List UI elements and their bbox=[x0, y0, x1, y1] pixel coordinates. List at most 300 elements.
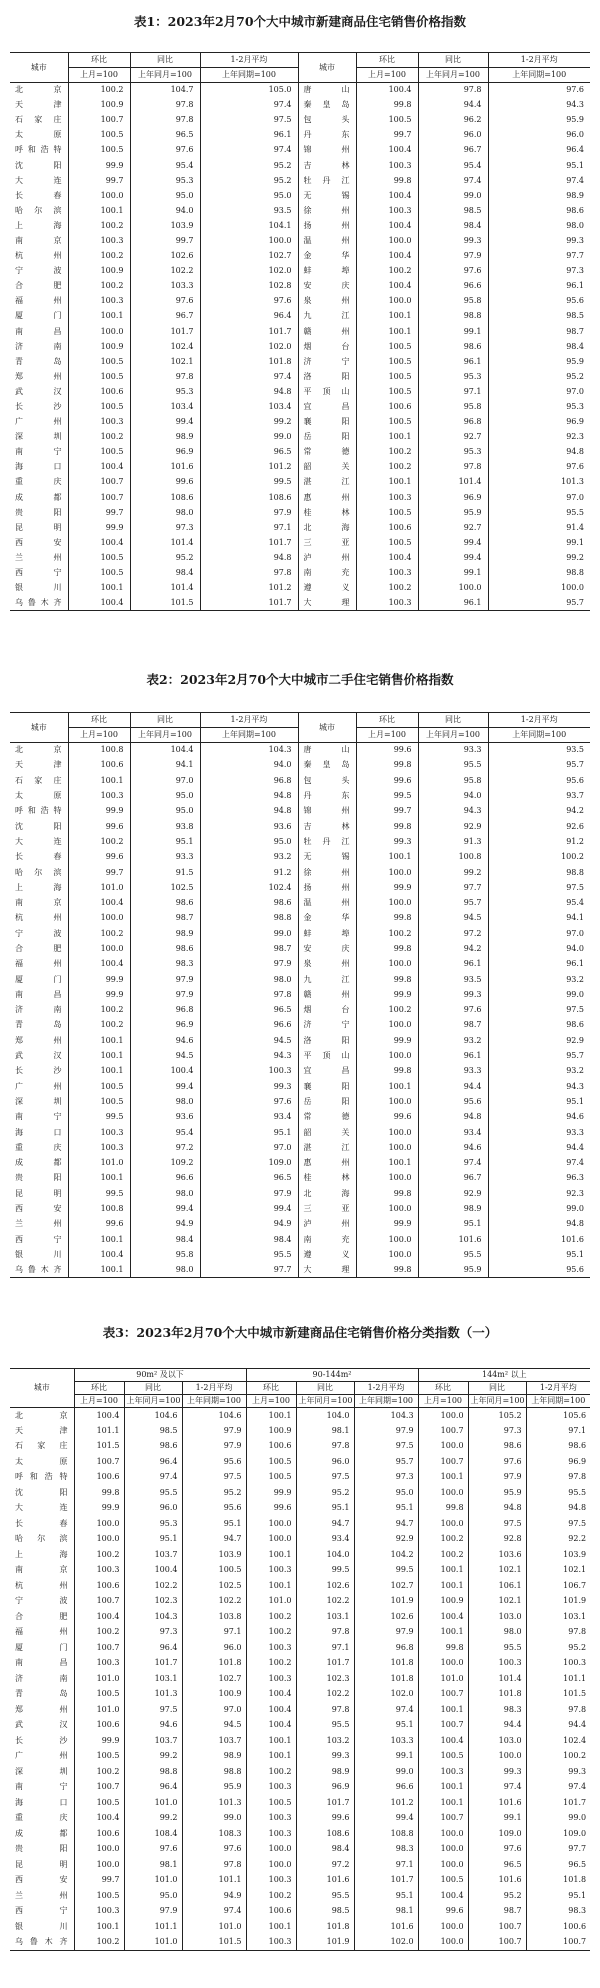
city-name-cell: 吉林 bbox=[303, 821, 351, 831]
index-value-cell: 100.2 bbox=[74, 1625, 124, 1641]
index-value-cell: 100.1 bbox=[356, 850, 418, 865]
index-value-cell: 95.5 bbox=[124, 1485, 182, 1501]
index-value-cell: 99.1 bbox=[418, 324, 488, 339]
index-value-cell: 96.1 bbox=[418, 957, 488, 972]
index-value-cell: 100.7 bbox=[418, 1811, 468, 1827]
index-value-cell: 102.1 bbox=[130, 354, 200, 369]
city-name-cell: 扬州 bbox=[303, 882, 351, 892]
index-value-cell: 96.8 bbox=[418, 415, 488, 430]
index-value-cell: 94.3 bbox=[418, 804, 488, 819]
index-value-cell: 100.0 bbox=[418, 1656, 468, 1672]
index-value-cell: 99.2 bbox=[418, 865, 488, 880]
index-value-cell: 98.1 bbox=[354, 1904, 418, 1920]
city-name-cell: 太原 bbox=[15, 791, 63, 801]
index-value-cell: 103.0 bbox=[468, 1733, 526, 1749]
index-value-cell: 103.8 bbox=[182, 1609, 246, 1625]
index-value-cell: 99.4 bbox=[130, 1079, 200, 1094]
index-value-cell: 95.7 bbox=[488, 758, 590, 773]
index-value-cell: 99.4 bbox=[200, 1201, 298, 1216]
table-row bbox=[10, 1217, 590, 1232]
index-value-cell: 97.4 bbox=[124, 1470, 182, 1486]
city-name-cell: 呼和浩特 bbox=[15, 806, 63, 816]
city-name-cell: 惠州 bbox=[303, 1158, 351, 1168]
index-value-cell: 100.5 bbox=[74, 1795, 124, 1811]
index-value-cell: 98.4 bbox=[488, 339, 590, 354]
index-value-cell: 95.9 bbox=[468, 1485, 526, 1501]
index-value-cell: 101.9 bbox=[296, 1935, 354, 1951]
index-value-cell: 99.9 bbox=[68, 987, 130, 1002]
table-row bbox=[10, 773, 590, 788]
index-value-cell: 97.1 bbox=[200, 520, 298, 535]
city-name-cell: 湛江 bbox=[303, 477, 351, 487]
city-name-cell: 温州 bbox=[303, 898, 351, 908]
index-value-cell: 100.7 bbox=[418, 1687, 468, 1703]
index-value-cell: 106.7 bbox=[526, 1578, 590, 1594]
base-yoy-label: 上年同月=100 bbox=[418, 728, 488, 743]
city-name-cell: 乌鲁木齐 bbox=[10, 1935, 74, 1951]
index-value-cell: 98.6 bbox=[124, 1439, 182, 1455]
table-row bbox=[10, 972, 590, 987]
index-value-cell: 95.2 bbox=[200, 173, 298, 188]
index-value-cell: 97.6 bbox=[124, 1842, 182, 1858]
index-value-cell: 95.1 bbox=[488, 1094, 590, 1109]
index-value-cell: 95.0 bbox=[124, 1888, 182, 1904]
city-name-cell: 广州 bbox=[15, 1751, 69, 1761]
index-value-cell: 100.0 bbox=[356, 1171, 418, 1186]
city-name-cell: 北京 bbox=[15, 745, 63, 755]
city-name-cell: 安庆 bbox=[303, 944, 351, 953]
city-name-cell: 合肥 bbox=[15, 1611, 69, 1621]
index-value-cell: 102.2 bbox=[124, 1578, 182, 1594]
index-value-cell: 91.2 bbox=[200, 865, 298, 880]
index-value-cell: 95.2 bbox=[182, 1485, 246, 1501]
index-value-cell: 100.5 bbox=[68, 445, 130, 460]
index-value-cell: 100.0 bbox=[356, 1201, 418, 1216]
table-row bbox=[10, 1780, 590, 1796]
table-row bbox=[10, 460, 590, 475]
index-value-cell: 100.2 bbox=[68, 279, 130, 294]
index-value-cell: 97.4 bbox=[488, 173, 590, 188]
index-value-cell: 95.2 bbox=[200, 158, 298, 173]
index-value-cell: 98.0 bbox=[200, 972, 298, 987]
index-value-cell: 100.2 bbox=[74, 1764, 124, 1780]
city-name-cell: 平顶山 bbox=[303, 1051, 351, 1061]
table-row bbox=[10, 1156, 590, 1171]
table-row bbox=[10, 203, 590, 218]
table-row bbox=[10, 1857, 590, 1873]
index-value-cell: 99.2 bbox=[488, 550, 590, 565]
index-value-cell: 100.0 bbox=[246, 1857, 296, 1873]
col-avg-header: 1-2月平均 bbox=[488, 713, 590, 728]
index-value-cell: 100.1 bbox=[68, 1232, 130, 1247]
index-value-cell: 97.4 bbox=[468, 1780, 526, 1796]
city-name-cell: 重庆 bbox=[15, 477, 63, 487]
index-value-cell: 100.5 bbox=[356, 505, 418, 520]
city-name-cell: 济南 bbox=[15, 1673, 69, 1683]
index-value-cell: 93.5 bbox=[488, 743, 590, 758]
index-value-cell: 99.8 bbox=[418, 1640, 468, 1656]
base-mom-label: 上月=100 bbox=[68, 68, 130, 83]
city-name-cell: 西宁 bbox=[15, 1234, 63, 1244]
index-value-cell: 97.3 bbox=[124, 1625, 182, 1641]
index-value-cell: 100.2 bbox=[356, 264, 418, 279]
table-row bbox=[10, 957, 590, 972]
index-value-cell: 99.8 bbox=[356, 819, 418, 834]
index-value-cell: 95.4 bbox=[418, 158, 488, 173]
table-row bbox=[10, 354, 590, 369]
city-name-cell: 宁波 bbox=[15, 1596, 69, 1606]
index-value-cell: 100.4 bbox=[418, 1733, 468, 1749]
table1 bbox=[10, 52, 590, 611]
index-value-cell: 95.7 bbox=[488, 596, 590, 611]
city-name-cell: 泸州 bbox=[303, 552, 351, 562]
city-name-cell: 石家庄 bbox=[15, 1441, 69, 1451]
index-value-cell: 95.5 bbox=[418, 1247, 488, 1262]
index-value-cell: 104.7 bbox=[130, 83, 200, 98]
index-value-cell: 97.8 bbox=[418, 460, 488, 475]
city-name-cell: 贵阳 bbox=[15, 1844, 69, 1854]
city-name-cell: 秦皇岛 bbox=[303, 100, 351, 110]
index-value-cell: 100.2 bbox=[68, 834, 130, 849]
city-name-cell: 大理 bbox=[298, 596, 356, 611]
city-name-cell: 包头 bbox=[303, 775, 351, 785]
city-name-cell: 韶关 bbox=[303, 1127, 351, 1137]
index-value-cell: 99.9 bbox=[356, 987, 418, 1002]
index-value-cell: 104.6 bbox=[124, 1408, 182, 1424]
index-value-cell: 96.0 bbox=[296, 1454, 354, 1470]
index-value-cell: 99.3 bbox=[526, 1764, 590, 1780]
index-value-cell: 102.1 bbox=[468, 1563, 526, 1579]
index-value-cell: 97.6 bbox=[488, 83, 590, 98]
index-value-cell: 94.7 bbox=[296, 1516, 354, 1532]
index-value-cell: 100.9 bbox=[246, 1423, 296, 1439]
index-value-cell: 94.5 bbox=[182, 1718, 246, 1734]
index-value-cell: 99.5 bbox=[68, 1186, 130, 1201]
index-value-cell: 99.6 bbox=[130, 475, 200, 490]
city-name-cell: 福州 bbox=[15, 959, 63, 969]
city-name-cell: 扬州 bbox=[303, 220, 351, 230]
city-name-cell: 长沙 bbox=[15, 1735, 69, 1745]
table3-header-row bbox=[10, 1382, 590, 1395]
index-value-cell: 92.8 bbox=[468, 1532, 526, 1548]
index-value-cell: 91.4 bbox=[488, 520, 590, 535]
table-row bbox=[10, 1873, 590, 1889]
index-value-cell: 95.5 bbox=[468, 1640, 526, 1656]
table-row bbox=[10, 895, 590, 910]
index-value-cell: 102.3 bbox=[296, 1671, 354, 1687]
index-value-cell: 95.4 bbox=[130, 1125, 200, 1140]
index-value-cell: 101.2 bbox=[354, 1795, 418, 1811]
table-row bbox=[10, 1247, 590, 1262]
col-city-header: 城市 bbox=[10, 53, 68, 83]
group-large-area-header: 144m² 以上 bbox=[418, 1369, 590, 1382]
table-row bbox=[10, 1656, 590, 1672]
index-value-cell: 98.1 bbox=[124, 1857, 182, 1873]
city-name-cell: 厦门 bbox=[15, 1642, 69, 1652]
index-value-cell: 99.7 bbox=[356, 128, 418, 143]
city-name-cell: 赣州 bbox=[303, 989, 351, 999]
city-name-cell: 青岛 bbox=[15, 356, 63, 366]
city-name-cell: 南充 bbox=[303, 1234, 351, 1244]
index-value-cell: 97.9 bbox=[182, 1439, 246, 1455]
index-value-cell: 95.1 bbox=[354, 1718, 418, 1734]
index-value-cell: 96.6 bbox=[418, 279, 488, 294]
city-name-cell: 唐山 bbox=[303, 745, 351, 755]
index-value-cell: 104.2 bbox=[354, 1547, 418, 1563]
index-value-cell: 98.4 bbox=[130, 1232, 200, 1247]
index-value-cell: 100.7 bbox=[418, 1718, 468, 1734]
col-yoy-header: 同比 bbox=[296, 1382, 354, 1395]
index-value-cell: 94.6 bbox=[130, 1033, 200, 1048]
table2 bbox=[10, 712, 590, 1278]
col-city-header: 城市 bbox=[10, 1369, 74, 1408]
index-value-cell: 97.5 bbox=[200, 113, 298, 128]
index-value-cell: 100.0 bbox=[356, 1232, 418, 1247]
col-city-header: 城市 bbox=[298, 53, 356, 83]
index-value-cell: 99.1 bbox=[488, 535, 590, 550]
city-name-cell: 惠州 bbox=[303, 492, 351, 502]
index-value-cell: 105.2 bbox=[468, 1408, 526, 1424]
index-value-cell: 96.0 bbox=[124, 1501, 182, 1517]
index-value-cell: 100.3 bbox=[246, 1935, 296, 1951]
index-value-cell: 98.5 bbox=[418, 203, 488, 218]
index-value-cell: 98.6 bbox=[488, 203, 590, 218]
city-name-cell: 杭州 bbox=[15, 1580, 69, 1590]
index-value-cell: 101.0 bbox=[74, 1671, 124, 1687]
index-value-cell: 100.7 bbox=[468, 1935, 526, 1951]
index-value-cell: 102.4 bbox=[526, 1733, 590, 1749]
index-value-cell: 97.2 bbox=[418, 926, 488, 941]
index-value-cell: 99.3 bbox=[356, 834, 418, 849]
index-value-cell: 100.1 bbox=[68, 1171, 130, 1186]
index-value-cell: 102.1 bbox=[526, 1563, 590, 1579]
base-mom-label: 上月=100 bbox=[418, 1395, 468, 1408]
index-value-cell: 100.0 bbox=[356, 294, 418, 309]
index-value-cell: 97.0 bbox=[130, 773, 200, 788]
index-value-cell: 103.7 bbox=[182, 1733, 246, 1749]
col-yoy-header: 同比 bbox=[130, 713, 200, 728]
index-value-cell: 95.3 bbox=[130, 384, 200, 399]
col-mom-header: 环比 bbox=[74, 1382, 124, 1395]
index-value-cell: 92.7 bbox=[418, 430, 488, 445]
city-name-cell: 丹东 bbox=[303, 130, 351, 140]
index-value-cell: 102.5 bbox=[182, 1578, 246, 1594]
index-value-cell: 100.1 bbox=[418, 1780, 468, 1796]
index-value-cell: 97.5 bbox=[526, 1516, 590, 1532]
index-value-cell: 100.0 bbox=[418, 581, 488, 596]
city-name-cell: 徐州 bbox=[303, 205, 351, 215]
table3-group-row bbox=[10, 1369, 590, 1382]
index-value-cell: 102.2 bbox=[296, 1594, 354, 1610]
index-value-cell: 97.5 bbox=[488, 880, 590, 895]
city-name-cell: 石家庄 bbox=[15, 775, 63, 785]
table-row bbox=[10, 1640, 590, 1656]
index-value-cell: 100.6 bbox=[246, 1439, 296, 1455]
index-value-cell: 96.9 bbox=[130, 445, 200, 460]
index-value-cell: 99.5 bbox=[296, 1563, 354, 1579]
index-value-cell: 94.1 bbox=[130, 758, 200, 773]
index-value-cell: 97.8 bbox=[296, 1702, 354, 1718]
city-name-cell: 福州 bbox=[15, 296, 63, 306]
index-value-cell: 99.1 bbox=[418, 566, 488, 581]
index-value-cell: 100.3 bbox=[246, 1826, 296, 1842]
index-value-cell: 91.2 bbox=[488, 834, 590, 849]
table-row bbox=[10, 158, 590, 173]
index-value-cell: 103.9 bbox=[182, 1547, 246, 1563]
index-value-cell: 99.8 bbox=[356, 98, 418, 113]
index-value-cell: 100.5 bbox=[246, 1470, 296, 1486]
index-value-cell: 100.3 bbox=[468, 1656, 526, 1672]
city-name-cell: 长春 bbox=[15, 190, 63, 200]
city-name-cell: 三亚 bbox=[303, 1204, 351, 1214]
index-value-cell: 94.4 bbox=[418, 1079, 488, 1094]
index-value-cell: 96.4 bbox=[124, 1640, 182, 1656]
index-value-cell: 101.7 bbox=[200, 596, 298, 611]
base-avg-label: 上年同期=100 bbox=[182, 1395, 246, 1408]
index-value-cell: 94.0 bbox=[200, 758, 298, 773]
city-name-cell: 青岛 bbox=[15, 1689, 69, 1699]
index-value-cell: 95.5 bbox=[418, 758, 488, 773]
base-mom-label: 上月=100 bbox=[74, 1395, 124, 1408]
base-yoy-label: 上年同月=100 bbox=[418, 68, 488, 83]
index-value-cell: 96.0 bbox=[418, 128, 488, 143]
index-value-cell: 97.3 bbox=[468, 1423, 526, 1439]
table-row bbox=[10, 941, 590, 956]
index-value-cell: 102.0 bbox=[200, 264, 298, 279]
col-mom-header: 环比 bbox=[356, 713, 418, 728]
city-name-cell: 太原 bbox=[15, 1456, 69, 1466]
index-value-cell: 104.3 bbox=[124, 1609, 182, 1625]
index-value-cell: 96.6 bbox=[354, 1780, 418, 1796]
city-name-cell: 上海 bbox=[15, 882, 63, 892]
city-name-cell: 长沙 bbox=[15, 1066, 63, 1076]
index-value-cell: 92.2 bbox=[526, 1532, 590, 1548]
city-name-cell: 昆明 bbox=[15, 1859, 69, 1869]
index-value-cell: 96.0 bbox=[182, 1640, 246, 1656]
index-value-cell: 97.1 bbox=[526, 1423, 590, 1439]
city-name-cell: 常德 bbox=[303, 1112, 351, 1122]
city-name-cell: 贵阳 bbox=[15, 1173, 63, 1183]
index-value-cell: 97.5 bbox=[182, 1470, 246, 1486]
table-row bbox=[10, 1408, 590, 1424]
table1-title: 表1：2023年2月70个大中城市新建商品住宅销售价格指数 bbox=[133, 14, 467, 29]
index-value-cell: 100.3 bbox=[68, 415, 130, 430]
index-value-cell: 100.4 bbox=[68, 957, 130, 972]
index-value-cell: 99.8 bbox=[74, 1485, 124, 1501]
index-value-cell: 100.3 bbox=[526, 1656, 590, 1672]
index-value-cell: 103.0 bbox=[468, 1609, 526, 1625]
index-value-cell: 99.0 bbox=[418, 188, 488, 203]
index-value-cell: 100.0 bbox=[356, 1018, 418, 1033]
index-value-cell: 94.3 bbox=[488, 1079, 590, 1094]
index-value-cell: 100.6 bbox=[74, 1826, 124, 1842]
index-value-cell: 94.8 bbox=[200, 384, 298, 399]
table-row bbox=[10, 264, 590, 279]
city-name-cell: 烟台 bbox=[303, 341, 351, 351]
city-name-cell: 成都 bbox=[15, 1828, 69, 1838]
table-row bbox=[10, 233, 590, 248]
index-value-cell: 96.5 bbox=[130, 128, 200, 143]
index-value-cell: 100.1 bbox=[418, 1470, 468, 1486]
index-value-cell: 98.6 bbox=[468, 1439, 526, 1455]
index-value-cell: 102.6 bbox=[296, 1578, 354, 1594]
index-value-cell: 99.6 bbox=[356, 773, 418, 788]
index-value-cell: 100.2 bbox=[356, 581, 418, 596]
index-value-cell: 100.3 bbox=[356, 203, 418, 218]
index-value-cell: 100.5 bbox=[246, 1795, 296, 1811]
table-row bbox=[10, 1064, 590, 1079]
base-yoy-label: 上年同月=100 bbox=[130, 728, 200, 743]
index-value-cell: 100.2 bbox=[356, 460, 418, 475]
index-value-cell: 101.0 bbox=[68, 880, 130, 895]
index-value-cell: 101.6 bbox=[468, 1795, 526, 1811]
index-value-cell: 100.4 bbox=[68, 460, 130, 475]
index-value-cell: 94.3 bbox=[200, 1048, 298, 1063]
city-name-cell: 昆明 bbox=[15, 522, 63, 532]
index-value-cell: 99.8 bbox=[356, 173, 418, 188]
index-value-cell: 95.7 bbox=[488, 1048, 590, 1063]
city-name-cell: 宁波 bbox=[15, 928, 63, 938]
index-value-cell: 97.8 bbox=[526, 1470, 590, 1486]
index-value-cell: 97.0 bbox=[182, 1702, 246, 1718]
index-value-cell: 99.0 bbox=[182, 1811, 246, 1827]
index-value-cell: 97.2 bbox=[130, 1140, 200, 1155]
table-row bbox=[10, 279, 590, 294]
index-value-cell: 98.0 bbox=[488, 218, 590, 233]
city-name-cell: 成都 bbox=[15, 1158, 63, 1168]
index-value-cell: 99.6 bbox=[68, 850, 130, 865]
index-value-cell: 96.5 bbox=[468, 1857, 526, 1873]
index-value-cell: 99.0 bbox=[488, 987, 590, 1002]
index-value-cell: 100.1 bbox=[68, 773, 130, 788]
table-row bbox=[10, 1609, 590, 1625]
index-value-cell: 100.0 bbox=[356, 1125, 418, 1140]
index-value-cell: 99.9 bbox=[356, 1217, 418, 1232]
table-row bbox=[10, 1094, 590, 1109]
index-value-cell: 100.1 bbox=[246, 1408, 296, 1424]
city-name-cell: 南昌 bbox=[15, 326, 63, 336]
index-value-cell: 103.9 bbox=[130, 218, 200, 233]
index-value-cell: 97.2 bbox=[296, 1857, 354, 1873]
index-value-cell: 100.5 bbox=[356, 415, 418, 430]
index-value-cell: 100.4 bbox=[74, 1609, 124, 1625]
index-value-cell: 97.9 bbox=[418, 249, 488, 264]
index-value-cell: 98.7 bbox=[418, 1018, 488, 1033]
index-value-cell: 101.5 bbox=[182, 1935, 246, 1951]
base-avg-label: 上年同期=100 bbox=[526, 1395, 590, 1408]
index-value-cell: 98.9 bbox=[488, 188, 590, 203]
index-value-cell: 97.3 bbox=[130, 520, 200, 535]
index-value-cell: 96.7 bbox=[418, 143, 488, 158]
index-value-cell: 97.8 bbox=[296, 1625, 354, 1641]
index-value-cell: 100.3 bbox=[418, 1764, 468, 1780]
index-value-cell: 97.4 bbox=[200, 143, 298, 158]
index-value-cell: 92.9 bbox=[418, 819, 488, 834]
index-value-cell: 98.6 bbox=[130, 941, 200, 956]
index-value-cell: 95.5 bbox=[296, 1718, 354, 1734]
city-name-cell: 兰州 bbox=[15, 552, 63, 562]
index-value-cell: 97.6 bbox=[488, 460, 590, 475]
city-name-cell: 昆明 bbox=[15, 1188, 63, 1198]
base-yoy-label: 上年同月=100 bbox=[124, 1395, 182, 1408]
index-value-cell: 99.4 bbox=[130, 415, 200, 430]
index-value-cell: 100.5 bbox=[356, 369, 418, 384]
city-name-cell: 九江 bbox=[303, 974, 351, 984]
index-value-cell: 100.1 bbox=[246, 1919, 296, 1935]
index-value-cell: 101.0 bbox=[246, 1594, 296, 1610]
index-value-cell: 96.5 bbox=[200, 1171, 298, 1186]
index-value-cell: 97.7 bbox=[418, 880, 488, 895]
